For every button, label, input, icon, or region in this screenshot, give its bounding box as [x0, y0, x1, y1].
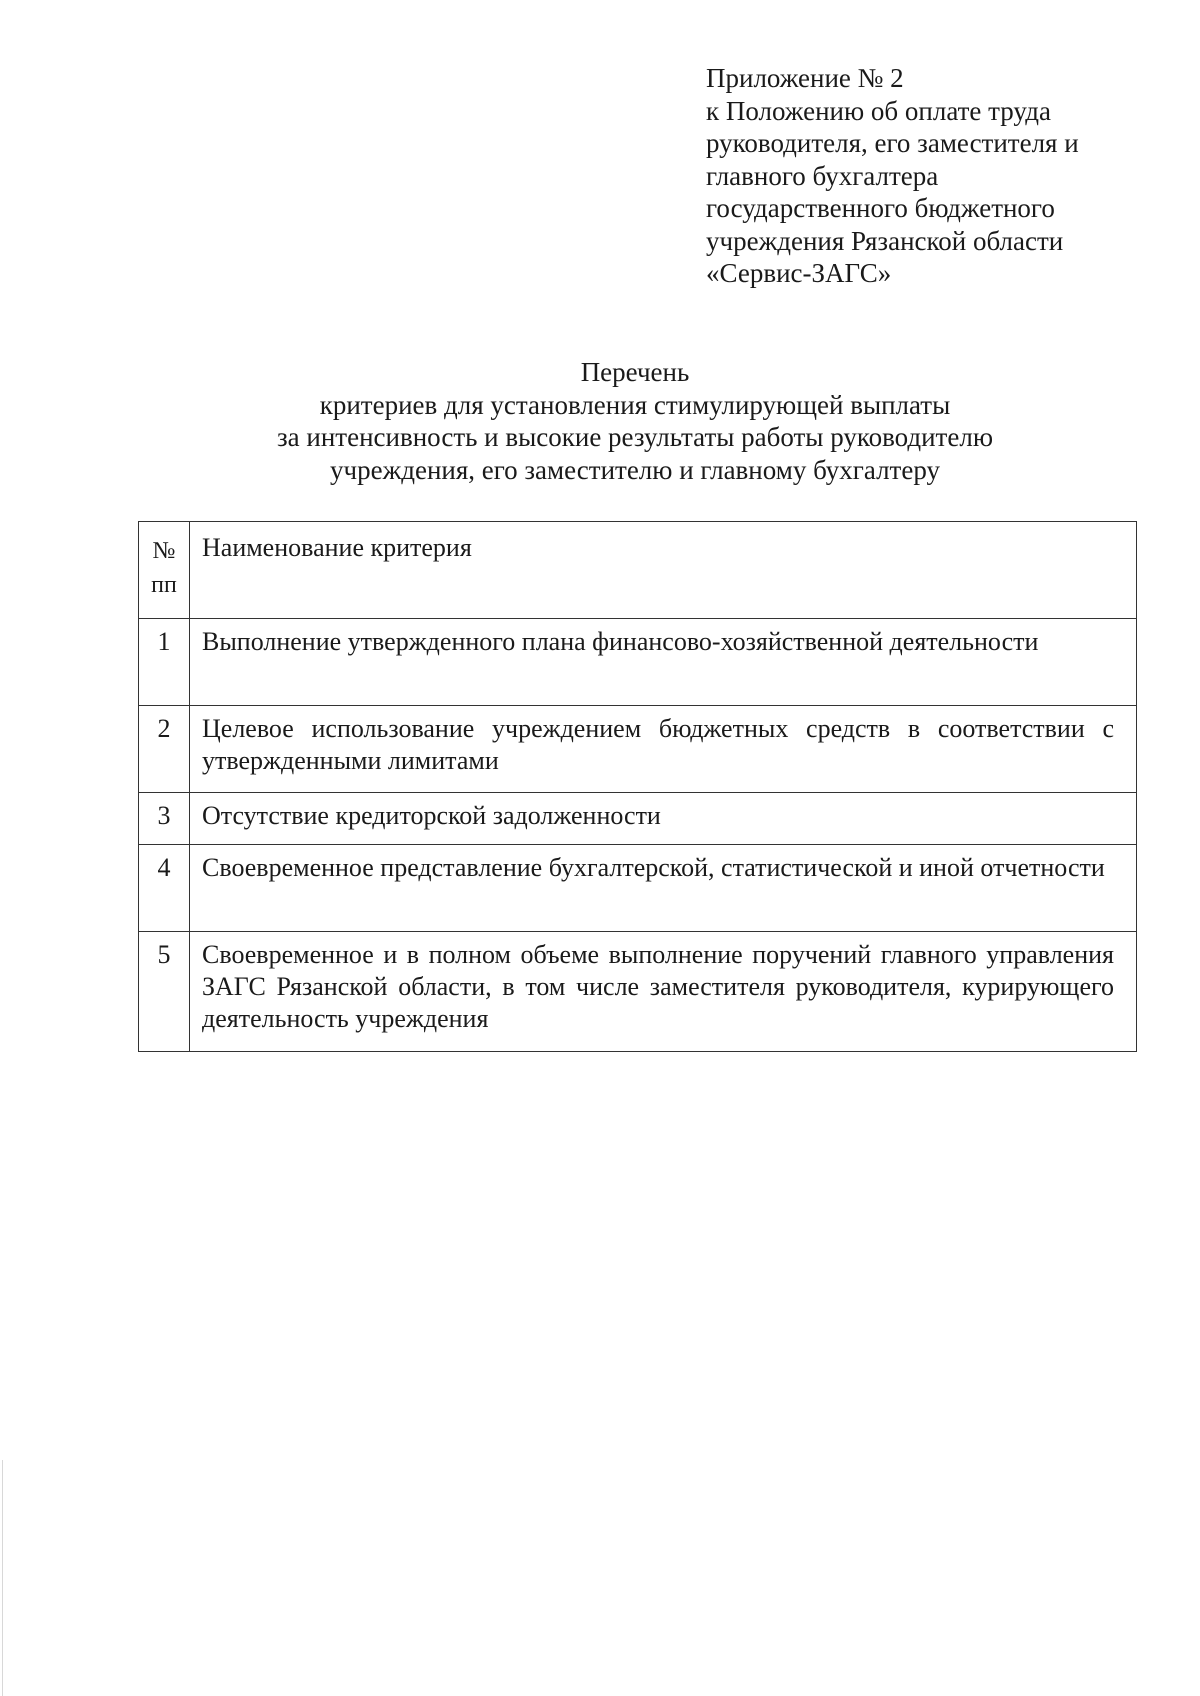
title-line: учреждения, его заместителю и главному бухгалтеру: [330, 454, 940, 485]
header-number-symbol: №: [152, 538, 176, 564]
row-criterion: Своевременное и в полном объеме выполнение поручений главного управления ЗАГС Рязанской области, в том числе заместителя руководителя, курирующего деятельность учреждения: [190, 932, 1137, 1052]
title-line: критериев для установления стимулирующей выплаты: [319, 389, 951, 420]
appendix-line: главного бухгалтера: [706, 160, 939, 191]
document-title: [140, 356, 1130, 486]
appendix-block: [706, 62, 1126, 290]
scan-edge-line: [2, 1460, 3, 1696]
appendix-line: Приложение № 2: [706, 63, 904, 93]
table-row: [139, 706, 1137, 793]
header-name-cell: Наименование критерия: [190, 522, 1137, 619]
header-number-abbrev: пп: [151, 572, 177, 598]
title-line: за интенсивность и высокие результаты работы руководителю: [277, 422, 993, 452]
appendix-line: руководителя, его заместителя и: [706, 128, 1079, 158]
appendix-line: учреждения Рязанской области: [706, 225, 1064, 256]
title-line: Перечень: [580, 357, 690, 387]
header-number-cell: [139, 522, 190, 619]
table-row: [139, 932, 1137, 1052]
table-row: [139, 619, 1137, 706]
row-number: 5: [139, 932, 190, 1052]
row-number: 3: [139, 793, 190, 845]
appendix-line: к Положению об оплате труда: [706, 95, 1051, 126]
appendix-line: государственного бюджетного: [706, 193, 1055, 223]
table-header-row: [139, 522, 1137, 619]
row-number: 1: [139, 619, 190, 706]
table-row: [139, 845, 1137, 932]
row-criterion: Отсутствие кредиторской задолженности: [190, 793, 1137, 845]
table-row: [139, 793, 1137, 845]
row-number: 2: [139, 706, 190, 793]
row-number: 4: [139, 845, 190, 932]
row-criterion: Целевое использование учреждением бюджетных средств в соответствии с утвержденными лимитами: [190, 706, 1137, 793]
row-criterion: Выполнение утвержденного плана финансово-хозяйственной деятельности: [190, 619, 1137, 706]
row-criterion: Своевременное представление бухгалтерской, статистической и иной отчетности: [190, 845, 1137, 932]
appendix-line: «Сервис-ЗАГС»: [706, 258, 892, 288]
criteria-table: [138, 521, 1137, 1052]
